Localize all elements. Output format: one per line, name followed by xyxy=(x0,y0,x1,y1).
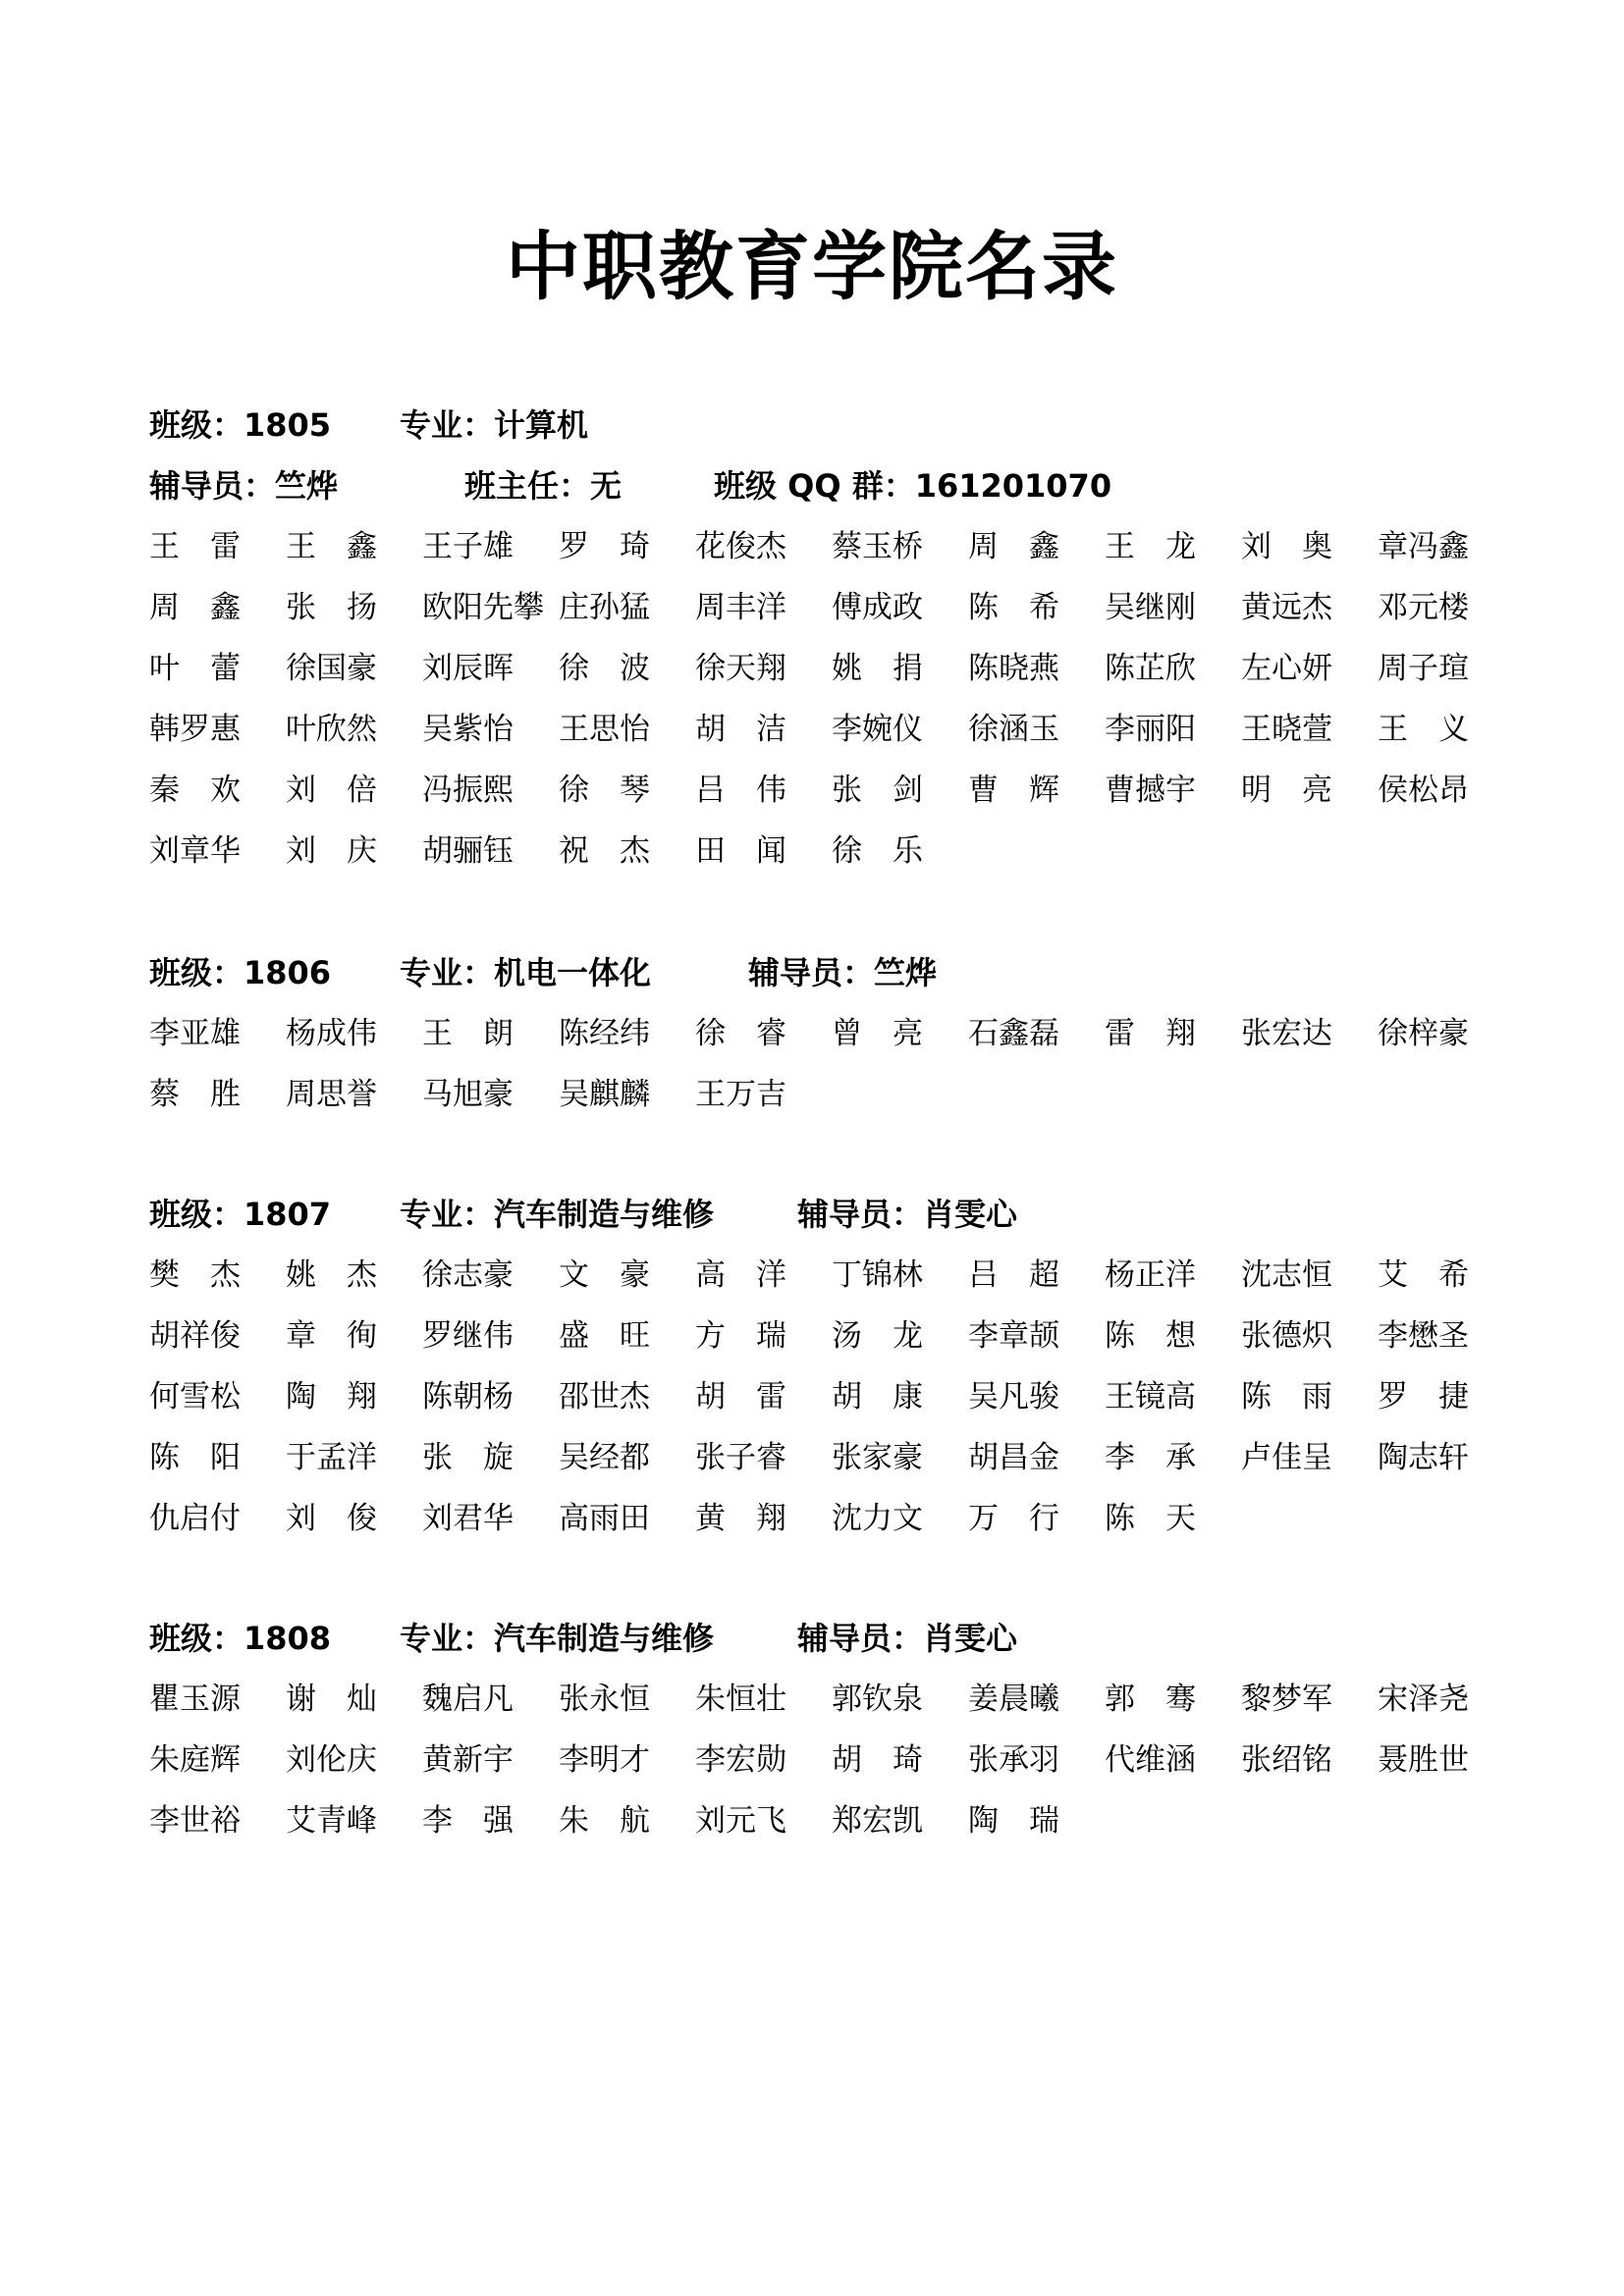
student-name: 艾青峰 xyxy=(286,1803,377,1839)
student-name: 周丰洋 xyxy=(695,590,786,625)
student-name: 吕伟 xyxy=(695,773,817,808)
head-teacher-label: 班主任：无 xyxy=(464,467,623,505)
class-section-1805 xyxy=(149,395,1524,881)
student-name: 李章颉 xyxy=(968,1318,1059,1354)
student-name: 姜晨曦 xyxy=(968,1682,1059,1717)
student-name: 仇启付 xyxy=(149,1501,241,1536)
major-label: 专业：汽车制造与维修 xyxy=(400,1620,715,1657)
student-name: 石鑫磊 xyxy=(968,1016,1059,1051)
class-header xyxy=(149,395,1524,455)
student-name: 陈想 xyxy=(1105,1318,1226,1354)
student-name: 李世裕 xyxy=(149,1803,241,1839)
student-name: 章徇 xyxy=(286,1318,407,1354)
student-name: 沈力文 xyxy=(832,1501,923,1536)
student-name: 吕超 xyxy=(968,1257,1090,1293)
student-name: 卢佳呈 xyxy=(1241,1440,1332,1475)
student-name: 黄新宇 xyxy=(422,1742,514,1778)
class-header xyxy=(149,1184,1524,1245)
student-name: 刘伦庆 xyxy=(286,1742,377,1778)
student-name: 吴紫怡 xyxy=(422,712,514,747)
student-name: 花俊杰 xyxy=(695,529,786,564)
student-name: 徐乐 xyxy=(832,833,953,869)
student-name: 叶欣然 xyxy=(286,712,377,747)
student-name: 王子雄 xyxy=(422,529,514,564)
student-name: 冯振熙 xyxy=(422,773,514,808)
student-name: 徐睿 xyxy=(695,1016,817,1051)
student-name: 高洋 xyxy=(695,1257,817,1293)
student-name: 陶翔 xyxy=(286,1379,407,1415)
student-name: 吴继刚 xyxy=(1105,590,1196,625)
student-list xyxy=(149,1003,1524,1125)
class-label: 班级：1807 xyxy=(149,1196,332,1233)
student-name: 胡雷 xyxy=(695,1379,817,1415)
student-name: 陶志轩 xyxy=(1378,1440,1469,1475)
student-name: 朱庭辉 xyxy=(149,1742,241,1778)
student-name: 杨成伟 xyxy=(286,1016,377,1051)
class-label: 班级：1805 xyxy=(149,406,332,444)
student-list xyxy=(149,1245,1524,1549)
qq-group-label: 班级 QQ 群：161201070 xyxy=(714,467,1112,505)
student-name: 陈天 xyxy=(1105,1501,1226,1536)
student-name: 张绍铭 xyxy=(1241,1742,1332,1778)
student-name: 高雨田 xyxy=(559,1501,650,1536)
student-name: 胡洁 xyxy=(695,712,817,747)
student-name: 徐涵玉 xyxy=(968,712,1059,747)
student-name: 祝杰 xyxy=(559,833,680,869)
student-name: 徐志豪 xyxy=(422,1257,514,1293)
class-section-1808 xyxy=(149,1608,1524,1851)
student-name: 刘君华 xyxy=(422,1501,514,1536)
student-name: 盛旺 xyxy=(559,1318,680,1354)
student-name: 叶蕾 xyxy=(149,651,271,686)
student-name: 陈芷欣 xyxy=(1105,651,1196,686)
student-name: 陈希 xyxy=(968,590,1090,625)
student-name: 张承羽 xyxy=(968,1742,1059,1778)
student-name: 胡康 xyxy=(832,1379,953,1415)
student-name: 丁锦林 xyxy=(832,1257,923,1293)
student-name: 樊杰 xyxy=(149,1257,271,1293)
student-name: 魏启凡 xyxy=(422,1682,514,1717)
student-name: 曾亮 xyxy=(832,1016,953,1051)
student-name: 王龙 xyxy=(1105,529,1226,564)
student-name: 胡琦 xyxy=(832,1742,953,1778)
student-name: 吴麒麟 xyxy=(559,1077,650,1112)
student-name: 宋泽尧 xyxy=(1378,1682,1469,1717)
counselor-label: 辅导员：肖雯心 xyxy=(797,1196,1018,1233)
student-name: 黄远杰 xyxy=(1241,590,1332,625)
student-name: 李丽阳 xyxy=(1105,712,1196,747)
student-name: 于孟洋 xyxy=(286,1440,377,1475)
student-name: 曹辉 xyxy=(968,773,1090,808)
student-name: 代维涵 xyxy=(1105,1742,1196,1778)
student-name: 周鑫 xyxy=(149,590,271,625)
student-name: 欧阳先攀 xyxy=(422,590,544,625)
student-list xyxy=(149,1669,1524,1851)
student-name: 章冯鑫 xyxy=(1378,529,1469,564)
major-label: 专业：汽车制造与维修 xyxy=(400,1196,715,1233)
student-name: 陈经纬 xyxy=(559,1016,650,1051)
page-title: 中职教育学院名录 xyxy=(506,223,1118,310)
student-name: 李懋圣 xyxy=(1378,1318,1469,1354)
student-name: 徐天翔 xyxy=(695,651,786,686)
student-name: 刘倍 xyxy=(286,773,407,808)
student-name: 张子睿 xyxy=(695,1440,786,1475)
class-section-1807 xyxy=(149,1184,1524,1549)
student-name: 郭钦泉 xyxy=(832,1682,923,1717)
student-name: 周子瑄 xyxy=(1378,651,1469,686)
student-name: 张永恒 xyxy=(559,1682,650,1717)
student-name: 李强 xyxy=(422,1803,544,1839)
student-name: 田闻 xyxy=(695,833,817,869)
student-name: 黄翔 xyxy=(695,1501,817,1536)
student-name: 刘元飞 xyxy=(695,1803,786,1839)
student-name: 庄孙猛 xyxy=(559,590,650,625)
student-name: 周鑫 xyxy=(968,529,1090,564)
student-name: 艾希 xyxy=(1378,1257,1499,1293)
student-name: 傅成政 xyxy=(832,590,923,625)
student-name: 徐梓豪 xyxy=(1378,1016,1469,1051)
student-name: 方瑞 xyxy=(695,1318,817,1354)
student-name: 李婉仪 xyxy=(832,712,923,747)
major-label: 专业：机电一体化 xyxy=(400,954,652,991)
student-name: 汤龙 xyxy=(832,1318,953,1354)
student-name: 徐波 xyxy=(559,651,680,686)
student-name: 姚杰 xyxy=(286,1257,407,1293)
student-name: 王晓萱 xyxy=(1241,712,1332,747)
student-name: 王雷 xyxy=(149,529,271,564)
student-name: 张德炽 xyxy=(1241,1318,1332,1354)
student-name: 张旋 xyxy=(422,1440,544,1475)
student-name: 邵世杰 xyxy=(559,1379,650,1415)
student-name: 胡祥俊 xyxy=(149,1318,241,1354)
student-name: 张宏达 xyxy=(1241,1016,1332,1051)
student-name: 王镜高 xyxy=(1105,1379,1196,1415)
student-name: 朱航 xyxy=(559,1803,680,1839)
student-name: 罗捷 xyxy=(1378,1379,1499,1415)
student-name: 王义 xyxy=(1378,712,1499,747)
student-name: 朱恒壮 xyxy=(695,1682,786,1717)
student-name: 黎梦军 xyxy=(1241,1682,1332,1717)
student-name: 雷翔 xyxy=(1105,1016,1226,1051)
student-list xyxy=(149,516,1524,881)
student-name: 刘俊 xyxy=(286,1501,407,1536)
student-name: 瞿玉源 xyxy=(149,1682,241,1717)
student-name: 蔡胜 xyxy=(149,1077,271,1112)
counselor-label: 辅导员：竺烨 xyxy=(149,467,339,505)
student-name: 胡昌金 xyxy=(968,1440,1059,1475)
student-name: 王思怡 xyxy=(559,712,650,747)
student-name: 张剑 xyxy=(832,773,953,808)
student-name: 秦欢 xyxy=(149,773,271,808)
student-name: 刘辰晖 xyxy=(422,651,514,686)
student-name: 侯松昂 xyxy=(1378,773,1469,808)
student-name: 文豪 xyxy=(559,1257,680,1293)
student-name: 徐国豪 xyxy=(286,651,377,686)
major-label: 专业：计算机 xyxy=(400,406,589,444)
student-name: 周思誉 xyxy=(286,1077,377,1112)
student-name: 韩罗惠 xyxy=(149,712,241,747)
student-name: 曹撼宇 xyxy=(1105,773,1196,808)
student-name: 何雪松 xyxy=(149,1379,241,1415)
student-name: 沈志恒 xyxy=(1241,1257,1332,1293)
student-name: 万行 xyxy=(968,1501,1090,1536)
student-name: 胡骊钰 xyxy=(422,833,514,869)
student-name: 王万吉 xyxy=(695,1077,786,1112)
student-name: 陈晓燕 xyxy=(968,651,1059,686)
student-name: 陈朝杨 xyxy=(422,1379,514,1415)
class-header-2 xyxy=(149,455,1524,516)
student-name: 谢灿 xyxy=(286,1682,407,1717)
class-label: 班级：1806 xyxy=(149,954,332,991)
student-name: 李承 xyxy=(1105,1440,1226,1475)
student-name: 李亚雄 xyxy=(149,1016,241,1051)
student-name: 罗继伟 xyxy=(422,1318,514,1354)
student-name: 王鑫 xyxy=(286,529,407,564)
student-name: 王朗 xyxy=(422,1016,544,1051)
student-name: 刘奥 xyxy=(1241,529,1363,564)
student-name: 郑宏凯 xyxy=(832,1803,923,1839)
student-name: 罗琦 xyxy=(559,529,680,564)
student-name: 陈雨 xyxy=(1241,1379,1363,1415)
student-name: 陈阳 xyxy=(149,1440,271,1475)
class-header xyxy=(149,942,1524,1003)
student-name: 张家豪 xyxy=(832,1440,923,1475)
student-name: 刘章华 xyxy=(149,833,241,869)
counselor-label: 辅导员：肖雯心 xyxy=(797,1620,1018,1657)
student-name: 陶瑞 xyxy=(968,1803,1090,1839)
student-name: 蔡玉桥 xyxy=(832,529,923,564)
counselor-label: 辅导员：竺烨 xyxy=(748,954,938,991)
student-name: 明亮 xyxy=(1241,773,1363,808)
student-name: 李明才 xyxy=(559,1742,650,1778)
student-name: 吴凡骏 xyxy=(968,1379,1059,1415)
student-name: 刘庆 xyxy=(286,833,407,869)
student-name: 李宏勋 xyxy=(695,1742,786,1778)
student-name: 吴经都 xyxy=(559,1440,650,1475)
class-section-1806 xyxy=(149,942,1524,1125)
student-name: 杨正洋 xyxy=(1105,1257,1196,1293)
student-name: 徐琴 xyxy=(559,773,680,808)
student-name: 聂胜世 xyxy=(1378,1742,1469,1778)
student-name: 左心妍 xyxy=(1241,651,1332,686)
student-name: 马旭豪 xyxy=(422,1077,514,1112)
student-name: 姚捐 xyxy=(832,651,953,686)
student-name: 张扬 xyxy=(286,590,407,625)
student-name: 郭骞 xyxy=(1105,1682,1226,1717)
class-label: 班级：1808 xyxy=(149,1620,332,1657)
student-name: 邓元楼 xyxy=(1378,590,1469,625)
class-header xyxy=(149,1608,1524,1669)
